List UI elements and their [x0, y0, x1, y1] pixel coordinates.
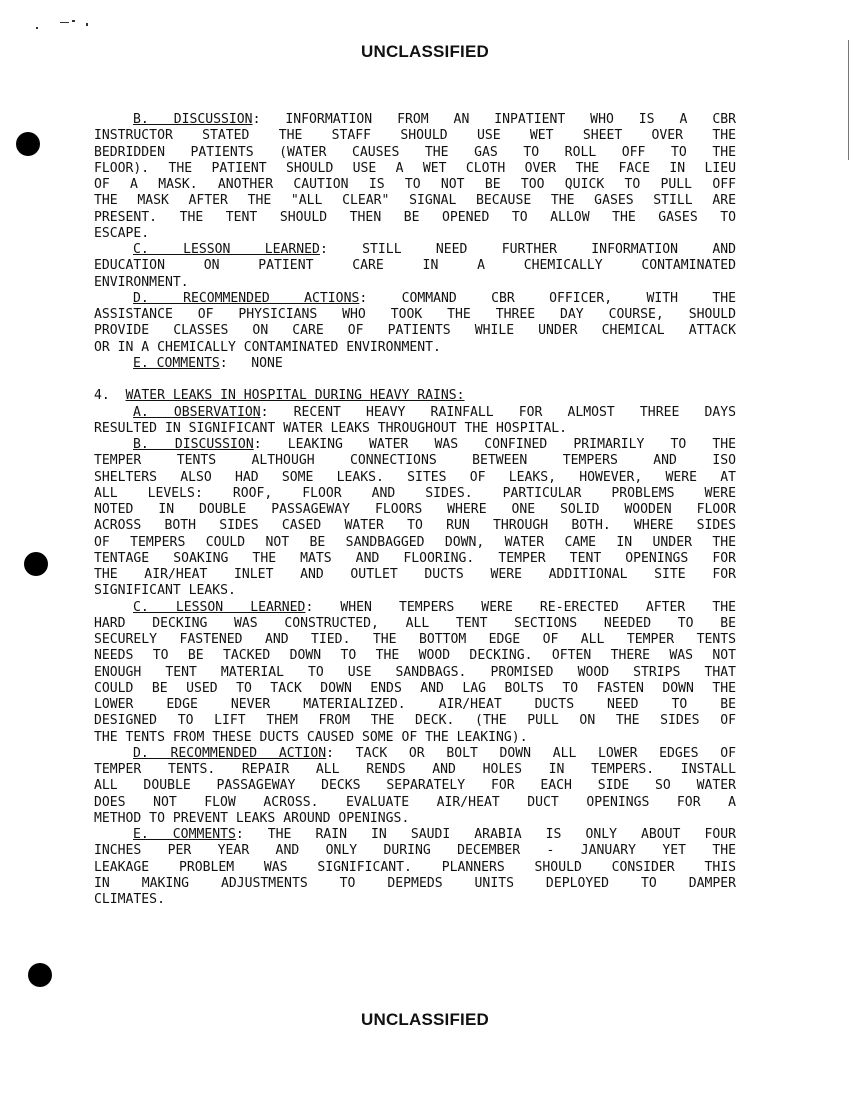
body-line [94, 648, 736, 664]
scan-speck [86, 23, 88, 26]
body-text-run: INCHES PER YEAR AND ONLY DURING DECEMBER - JANUARY YET THE [94, 843, 736, 859]
body-line [94, 210, 736, 226]
body-line [94, 535, 736, 551]
underlined-heading: A. OBSERVATION [133, 404, 261, 420]
body-line [94, 405, 736, 421]
punch-hole-bottom [28, 963, 52, 987]
body-text-run: SIGNIFICANT LEAKS. [94, 583, 236, 599]
body-text-run: THE MASK AFTER THE "ALL CLEAR" SIGNAL BECAUSE THE GASES STILL ARE [94, 193, 736, 209]
body-line [94, 340, 736, 356]
body-line [94, 697, 736, 713]
document-body [94, 112, 736, 908]
body-text-run: CLIMATES. [94, 892, 165, 907]
body-text-run: RESULTED IN SIGNIFICANT WATER LEAKS THROUGHOUT THE HOSPITAL. [94, 420, 567, 436]
body-text-run: : NONE [219, 355, 283, 371]
body-line [94, 583, 736, 599]
body-text-run: NOTED IN DOUBLE PASSAGEWAY FLOORS WHERE ONE SOLID WOODEN FLOOR [94, 502, 736, 517]
body-text-run: METHOD TO PREVENT LEAKS AROUND OPENINGS. [94, 810, 410, 826]
body-text-run: COULD BE USED TO TACK DOWN ENDS AND LAG BOLTS TO FASTEN DOWN THE [94, 680, 736, 696]
body-line [94, 275, 736, 291]
underlined-heading: D. RECOMMENDED ACTIONS [133, 290, 360, 306]
body-text-run: 4. [94, 388, 126, 404]
body-text-run: ENOUGH TENT MATERIAL TO USE SANDBAGS. PROMISED WOOD STRIPS THAT [94, 664, 736, 680]
body-line [94, 730, 736, 746]
body-text-run: : LEAKING WATER WAS CONFINED PRIMARILY TO THE [253, 437, 736, 452]
body-text-run: THE TENTS FROM THESE DUCTS CAUSED SOME OF THE LEAKING). [94, 729, 528, 745]
body-line [94, 876, 736, 892]
body-text-run: DESIGNED TO LIFT THEM FROM THE DECK. (THE PULL ON THE SIDES OF [94, 713, 736, 729]
body-line [94, 681, 736, 697]
body-line [94, 892, 736, 908]
body-line [94, 713, 736, 729]
body-text-run: ESCAPE. [94, 225, 150, 241]
body-line [94, 453, 736, 469]
body-text-run: IN MAKING ADJUSTMENTS TO DEPMEDS UNITS DEPLOYED TO DAMPER [94, 875, 736, 891]
body-text-run: : COMMAND CBR OFFICER, WITH THE [359, 290, 736, 306]
body-line [94, 567, 736, 583]
body-text-run: : RECENT HEAVY RAINFALL FOR ALMOST THREE DAYS [260, 404, 736, 420]
footer-classification-marking: UNCLASSIFIED [360, 1010, 490, 1029]
body-text-run: LOWER EDGE NEVER MATERIALIZED. AIR/HEAT DUCTS NEED TO BE [94, 697, 736, 712]
body-text-run: : INFORMATION FROM AN INPATIENT WHO IS A CBR [252, 112, 736, 127]
body-text-run: TEMPER TENTS ALTHOUGH CONNECTIONS BETWEEN TEMPERS AND ISO [94, 453, 736, 469]
body-text-run: BEDRIDDEN PATIENTS (WATER CAUSES THE GAS TO ROLL OFF TO THE [94, 144, 736, 160]
scan-speck [60, 22, 69, 23]
body-text-run: TENTAGE SOAKING THE MATS AND FLOORING. TEMPER TENT OPENINGS FOR [94, 550, 736, 566]
body-line [94, 470, 736, 486]
scan-speck [72, 20, 75, 22]
body-line [94, 778, 736, 794]
body-text-run: EDUCATION ON PATIENT CARE IN A CHEMICALLY CONTAMINATED [94, 258, 736, 274]
body-text-run: INSTRUCTOR STATED THE STAFF SHOULD USE WET SHEET OVER THE [94, 128, 736, 144]
body-line [94, 307, 736, 323]
underlined-heading: B. DISCUSSION [133, 437, 254, 452]
body-line [94, 145, 736, 161]
body-line [94, 616, 736, 632]
body-line [94, 811, 736, 827]
body-text-run: ASSISTANCE OF PHYSICIANS WHO TOOK THE THREE DAY COURSE, SHOULD [94, 307, 736, 322]
underlined-heading: E. COMMENTS [133, 827, 236, 842]
body-text-run: OF TEMPERS COULD NOT BE SANDBAGGED DOWN, WATER CAME IN UNDER THE [94, 534, 736, 550]
body-line [94, 291, 736, 307]
underlined-heading: D. RECOMMENDED ACTION [133, 745, 327, 761]
body-text-run: OF A MASK. ANOTHER CAUTION IS TO NOT BE TOO QUICK TO PULL OFF [94, 177, 736, 192]
body-text-run: ALL LEVELS: ROOF, FLOOR AND SIDES. PARTICULAR PROBLEMS WERE [94, 485, 736, 501]
body-text-run: PROVIDE CLASSES ON CARE OF PATIENTS WHILE UNDER CHEMICAL ATTACK [94, 323, 736, 339]
scan-speck [36, 27, 38, 29]
underlined-heading: B. DISCUSSION [133, 112, 253, 127]
body-line [94, 632, 736, 648]
body-line [94, 551, 736, 567]
body-text-run: SHELTERS ALSO HAD SOME LEAKS. SITES OF LEAKS, HOWEVER, WERE AT [94, 469, 736, 485]
body-text-run: : STILL NEED FURTHER INFORMATION AND [319, 242, 736, 257]
underlined-heading: C. LESSON LEARNED [133, 599, 306, 615]
body-line [94, 242, 736, 258]
body-text-run: PRESENT. THE TENT SHOULD THEN BE OPENED TO ALLOW THE GASES TO [94, 209, 736, 225]
body-line [94, 128, 736, 144]
body-text-run: : WHEN TEMPERS WERE RE-ERECTED AFTER THE [305, 599, 736, 615]
body-line [94, 356, 736, 372]
body-line [94, 323, 736, 339]
body-text-run: TEMPER TENTS. REPAIR ALL RENDS AND HOLES IN TEMPERS. INSTALL [94, 762, 736, 777]
body-line [94, 112, 736, 128]
body-line [94, 177, 736, 193]
body-text-run: DOES NOT FLOW ACROSS. EVALUATE AIR/HEAT DUCT OPENINGS FOR A [94, 794, 736, 810]
body-line [94, 193, 736, 209]
body-line [94, 502, 736, 518]
body-text-run: HARD DECKING WAS CONSTRUCTED, ALL TENT SECTIONS NEEDED TO BE [94, 615, 736, 631]
body-text-run: ACROSS BOTH SIDES CASED WATER TO RUN THROUGH BOTH. WHERE SIDES [94, 518, 736, 534]
body-text-run: : THE RAIN IN SAUDI ARABIA IS ONLY ABOUT FOUR [235, 827, 736, 842]
body-line [94, 388, 736, 404]
underlined-heading: WATER LEAKS IN HOSPITAL DURING HEAVY RAINS: [125, 388, 465, 404]
body-text-run: FLOOR). THE PATIENT SHOULD USE A WET CLOTH OVER THE FACE IN LIEU [94, 160, 736, 176]
body-line [94, 843, 736, 859]
body-line [94, 161, 736, 177]
body-line [94, 665, 736, 681]
body-line [94, 258, 736, 274]
body-line [94, 518, 736, 534]
body-line [94, 860, 736, 876]
punch-hole-middle [24, 552, 48, 576]
body-line [94, 437, 736, 453]
scan-edge-mark [848, 40, 849, 160]
body-line [94, 600, 736, 616]
body-text-run: OR IN A CHEMICALLY CONTAMINATED ENVIRONMENT. [94, 339, 441, 355]
body-line [94, 746, 736, 762]
body-line [94, 762, 736, 778]
body-line [94, 827, 736, 843]
body-text-run: ENVIRONMENT. [94, 274, 189, 290]
blank-line [94, 372, 736, 388]
body-text-run: ALL DOUBLE PASSAGEWAY DECKS SEPARATELY FOR EACH SIDE SO WATER [94, 778, 736, 794]
body-text-run: NEEDS TO BE TACKED DOWN TO THE WOOD DECKING. OFTEN THERE WAS NOT [94, 648, 736, 664]
underlined-heading: C. LESSON LEARNED [133, 242, 320, 257]
body-text-run: SECURELY FASTENED AND TIED. THE BOTTOM EDGE OF ALL TEMPER TENTS [94, 632, 736, 647]
body-text-run: LEAKAGE PROBLEM WAS SIGNIFICANT. PLANNERS SHOULD CONSIDER THIS [94, 859, 736, 875]
punch-hole-top [16, 132, 40, 156]
header-classification-marking: UNCLASSIFIED [360, 42, 490, 61]
body-line [94, 486, 736, 502]
body-line [94, 226, 736, 242]
body-line [94, 795, 736, 811]
body-line [94, 421, 736, 437]
body-text-run: : TACK OR BOLT DOWN ALL LOWER EDGES OF [326, 745, 736, 761]
underlined-heading: E. COMMENTS [133, 355, 220, 371]
body-text-run: THE AIR/HEAT INLET AND OUTLET DUCTS WERE ADDITIONAL SITE FOR [94, 567, 736, 582]
